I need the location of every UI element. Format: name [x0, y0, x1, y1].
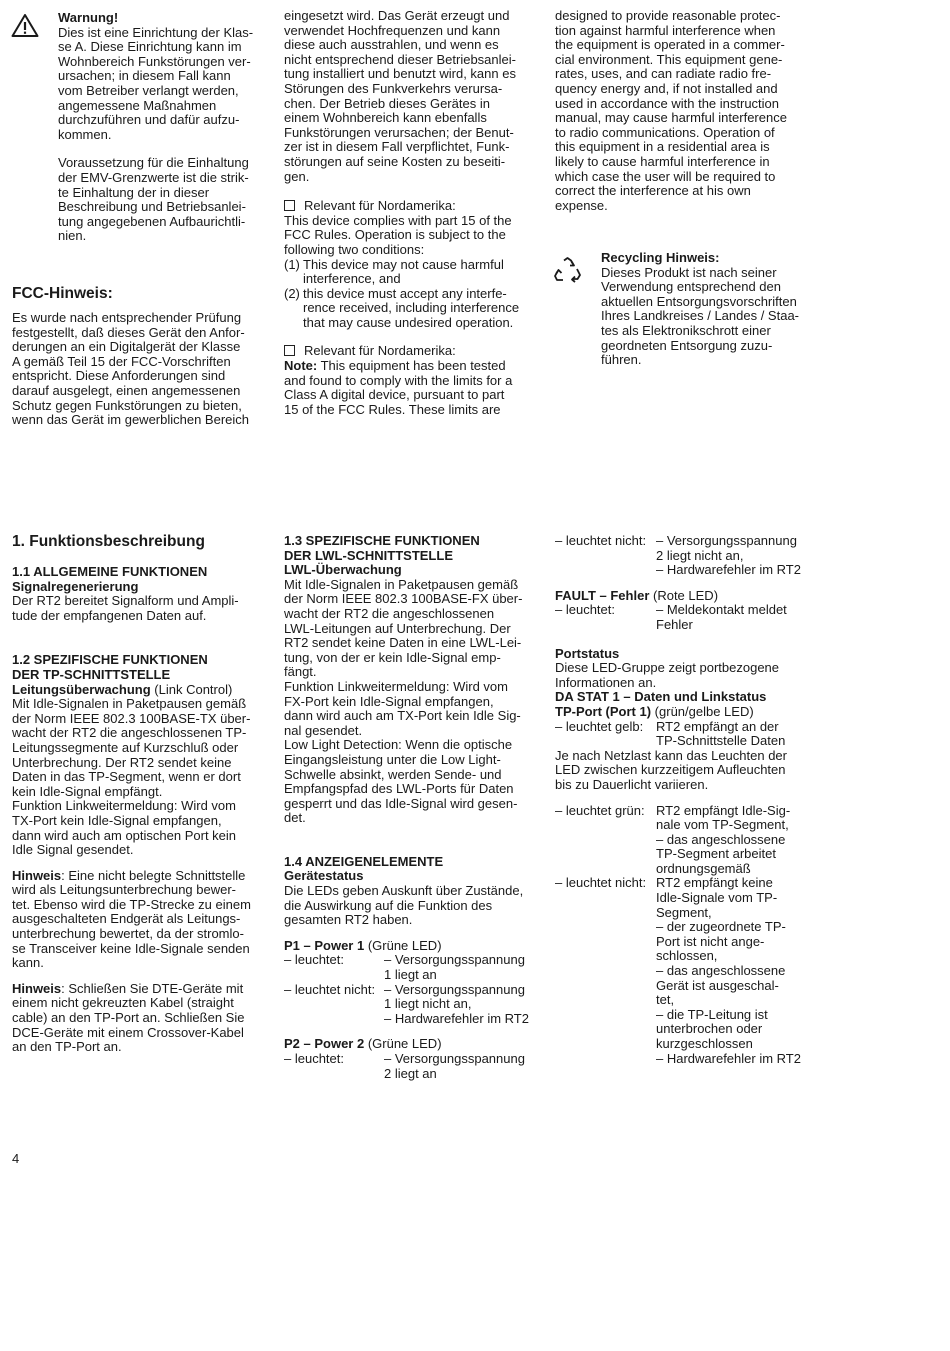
s14-subtitle: Gerätestatus — [284, 868, 364, 884]
fault-extra: (Rote LED) — [649, 587, 719, 603]
na1-body: This device complies with part 15 of the FCC Rules. Operation is subject to the following two conditions: — [284, 212, 512, 257]
fcc-text-col2: eingesetzt wird. Das Gerät erzeugt und verwendet Hochfrequenzen und kann diese auch ausstrahlen, und wenn es nicht entsprechend dieser Betriebsanlei- tung installiert und benutzt wird, kann es Störungen des Funkverkehrs verursa- chen. Der Betrieb dieses Gerätes in einem Wohnbereich kann ebenfalls Funkstörungen verursachen; der Benut- zer ist in diesem Fall verpflichtet, Funk- störungen auf seine Kosten zu beseiti- gen. — [284, 8, 516, 184]
checkbox-icon — [284, 345, 295, 356]
da-row-label: – leuchtet grün: — [555, 802, 645, 818]
condition-1 — [284, 258, 546, 287]
p2-title: P2 – Power 2 — [284, 1036, 365, 1052]
s11-title: 1.1 ALLGEMEINE FUNKTIONEN — [12, 564, 208, 579]
hint1-label: Hinweis — [12, 867, 62, 883]
section1-col3 — [555, 534, 825, 1066]
s14-title: 1.4 ANZEIGENELEMENTE — [284, 853, 444, 869]
condition-2-num: (2) — [284, 285, 300, 301]
warning-body-2: Voraussetzung für die Einhaltung der EMV-Grenzwerte ist die strik- te Einhaltung der in dieser Beschreibung und Betriebsanlei- tung angegebenen Aufbaurichtli- nien. — [58, 155, 249, 244]
p2-row-label: – leuchtet: — [284, 1051, 344, 1066]
condition-2-text: this device must accept any interfe- rence received, including interference that may cause undesired operation. — [303, 285, 520, 330]
p2-row-value: – Versorgungsspannung 2 liegt an — [384, 1051, 525, 1081]
hint2-label: Hinweis — [12, 980, 62, 996]
da-row — [555, 876, 825, 1066]
section1-col2 — [284, 534, 546, 1081]
warning-triangle-icon — [11, 13, 39, 38]
fault-row-label: – leuchtet: — [555, 602, 615, 618]
da-row-label: – leuchtet nicht: — [555, 875, 647, 891]
p1-row-label: – leuchtet nicht: — [284, 981, 376, 997]
fcc-col3 — [555, 9, 820, 213]
note-label: Note: — [284, 358, 318, 374]
da-row-value: RT2 empfängt Idle-Sig- nale vom TP-Segment, – das angeschlossene TP-Segment arbeitet ordnungsgemäß — [656, 802, 791, 876]
p2-row — [284, 1052, 546, 1081]
hint1-text: : Eine nicht belegte Schnittstelle wird als Leitungsunterbrechung bewer- tet. Ebenso wird die TP-Strecke zu einem ausgeschalteten Endgerät als Leitungs- unterbrechung bewertet, da der stromlo- se Transceiver keine Idle-Signale senden kann. — [12, 867, 251, 971]
p1-row-value: – Versorgungsspannung 1 liegt an — [384, 952, 525, 983]
warning-body: Dies ist eine Einrichtung der Klas- se A. Diese Einrichtung kann im Wohnbereich Funkstörungen ver- ursachen; in diesem Fall kann vom Betreiber verlangt werden, angemessene Maßnahmen durchzuführen und dafür aufzu- kommen. — [58, 24, 254, 142]
p1-row-label: – leuchtet: — [284, 952, 344, 968]
s13-subtitle: LWL-Überwachung — [284, 562, 402, 578]
na-block-2 — [284, 344, 546, 417]
s11-subtitle: Signalregenerierung — [12, 578, 139, 594]
s12-subtitle-extra: (Link Control) — [150, 681, 233, 697]
p1-title: P1 – Power 1 — [284, 937, 365, 953]
na-block-1 — [284, 199, 546, 330]
na2-label: Relevant für Nordamerika: — [304, 343, 456, 359]
warning-section — [58, 11, 273, 244]
s12-title: 1.2 SPEZIFISCHE FUNKTIONEN DER TP-SCHNITTSTELLE — [12, 652, 208, 682]
note-text: This equipment has been tested and found to comply with the limits for a Class A digital device, pursuant to part 15 of the FCC Rules. These limits are — [284, 358, 513, 417]
p2-extra: (Grüne LED) — [364, 1036, 442, 1052]
s14-body: Die LEDs geben Auskunft über Zustände, die Auswirkung auf die Funktion des gesamten RT2 haben. — [284, 883, 524, 928]
section1-heading: 1. Funktionsbeschreibung — [12, 533, 205, 550]
s12-body: Mit Idle-Signalen in Paketpausen gemäß der Norm IEEE 802.3 100BASE-TX über- wacht der RT2 die angeschlossenen TP- Leitungssegmente auf Kurzschluß oder Unterbrechung. Der RT2 sendet keine Daten in das TP-Segment, wenn er dort kein Idle-Signal empfängt. Funktion Linkweitermeldung: Wird vom TX-Port kein Idle-Signal empfangen, dann wird auch am optischen Port kein Idle Signal gesendet. — [12, 696, 251, 858]
s13-title: 1.3 SPEZIFISCHE FUNKTIONEN DER LWL-SCHNITTSTELLE — [284, 533, 480, 563]
checkbox-icon — [284, 200, 295, 211]
recycling-section — [601, 251, 821, 368]
da-row-value: RT2 empfängt keine Idle-Signale vom TP- Segment, – der zugeordnete TP- Port ist nicht ange- schlossen, – das angeschlossene Gerät ist ausgeschal- tet, – die TP-Leitung ist unterbrochen oder kurzgeschlossen – Hardwarefehler im RT2 — [656, 875, 801, 1066]
fcc-heading: FCC-Hinweis: — [12, 285, 113, 302]
fault-row-value: – Meldekontakt meldet Fehler — [656, 602, 787, 632]
condition-1-num: (1) — [284, 256, 300, 272]
section1-col1 — [12, 533, 274, 1055]
p1-extra: (Grüne LED) — [364, 937, 442, 953]
na1-label: Relevant für Nordamerika: — [304, 198, 456, 214]
page-number: 4 — [12, 1151, 20, 1166]
da-row — [555, 804, 825, 877]
p2-cont-row-label: – leuchtet nicht: — [555, 533, 647, 548]
recycling-body: Dieses Produkt ist nach seiner Verwendung entsprechend den aktuellen Entsorgungsvorschriften Ihres Landkreises / Landes / Staa- tes als Elektronikschrott einer geordneten Entsorgung zuzu- führen. — [601, 264, 800, 368]
s12-subtitle: Leitungsüberwachung — [12, 681, 151, 697]
fault-title: FAULT – Fehler — [555, 587, 650, 603]
fcc-col2 — [284, 9, 546, 417]
recycling-title: Recycling Hinweis: — [601, 250, 720, 265]
port-body: Diese LED-Gruppe zeigt portbezogene Informationen an. — [555, 660, 780, 690]
p2-cont-row-value: – Versorgungsspannung 2 liegt nicht an, – Hardwarefehler im RT2 — [656, 533, 801, 578]
s13-body: Mit Idle-Signalen in Paketpausen gemäß der Norm IEEE 802.3 100BASE-FX über- wacht der RT2 die angeschlossenen LWL-Leitungen auf Unterbrechung. Der RT2 sendet keine Daten in eine LWL-Lei- tung, von der er kein Idle-Signal emp- fängt. Funktion Linkweitermeldung: Wird vom FX-Port kein Idle-Signal empfangen, dann wird auch am TX-Port kein Idle Sig- nal gesendet. Low Light Detection: Wenn die optische Eingangsleistung unter die Low Light- Schwelle absinkt, werden Sende- und Empfangspfad des LWL-Ports für Daten gesperrt und das Idle-Signal wird gesen- det. — [284, 576, 523, 826]
p2-cont-row — [555, 534, 825, 578]
fcc-section — [12, 285, 274, 428]
fault-row — [555, 603, 825, 632]
p1-row-value: – Versorgungsspannung 1 liegt nicht an, – Hardwarefehler im RT2 — [384, 981, 529, 1026]
p1-row — [284, 953, 546, 982]
da-extra: (grün/gelbe LED) — [651, 703, 754, 719]
s11-body: Der RT2 bereitet Signalform und Ampli- tude der empfangenen Daten auf. — [12, 593, 239, 623]
da-body: Je nach Netzlast kann das Leuchten der LED zwischen kurzzeitigem Aufleuchten bis zu Dauerlicht variieren. — [555, 747, 787, 792]
da-row-label: – leuchtet gelb: — [555, 718, 644, 734]
condition-1-text: This device may not cause harmful interference, and — [303, 256, 504, 287]
da-title: DA STAT 1 – Daten und Linkstatus TP-Port (Port 1) — [555, 689, 767, 719]
hint2-text: : Schließen Sie DTE-Geräte mit einem nicht gekreuzten Kabel (straight cable) an den TP-Port an. Schließen Sie DCE-Geräte mit einem Crossover-Kabel an den TP-Port an. — [12, 980, 245, 1055]
port-title: Portstatus — [555, 645, 620, 661]
da-row-value: RT2 empfängt an der TP-Schnittstelle Daten — [656, 718, 786, 749]
fcc-text-col1: Es wurde nach entsprechender Prüfung festgestellt, daß dieses Gerät den Anfor- derungen an ein Digitalgerät der Klasse A gemäß Teil 15 der FCC-Vorschriften entspricht. Diese Anforderungen sind darauf ausgelegt, einen angemessenen Schutz gegen Funkstörungen zu bieten, wenn das Gerät im gewerblichen Bereich — [12, 310, 250, 428]
p1-row — [284, 983, 546, 1027]
da-row — [555, 720, 825, 749]
fcc-text-col3: designed to provide reasonable protec- tion against harmful interference when the equipment is operated in a commer- cial environment. This equipment gene- rates, uses, and can radiate radio fre- quency energy and, if not installed and used in accordance with the instruction manual, may cause harmful interference to radio communications. Operation of this equipment in a residential area is likely to cause harmful interference in which case the user will be required to correct the interference at his own expense. — [555, 8, 787, 213]
warning-title: Warnung! — [58, 10, 119, 25]
condition-2 — [284, 287, 546, 331]
recycling-icon — [553, 256, 582, 285]
